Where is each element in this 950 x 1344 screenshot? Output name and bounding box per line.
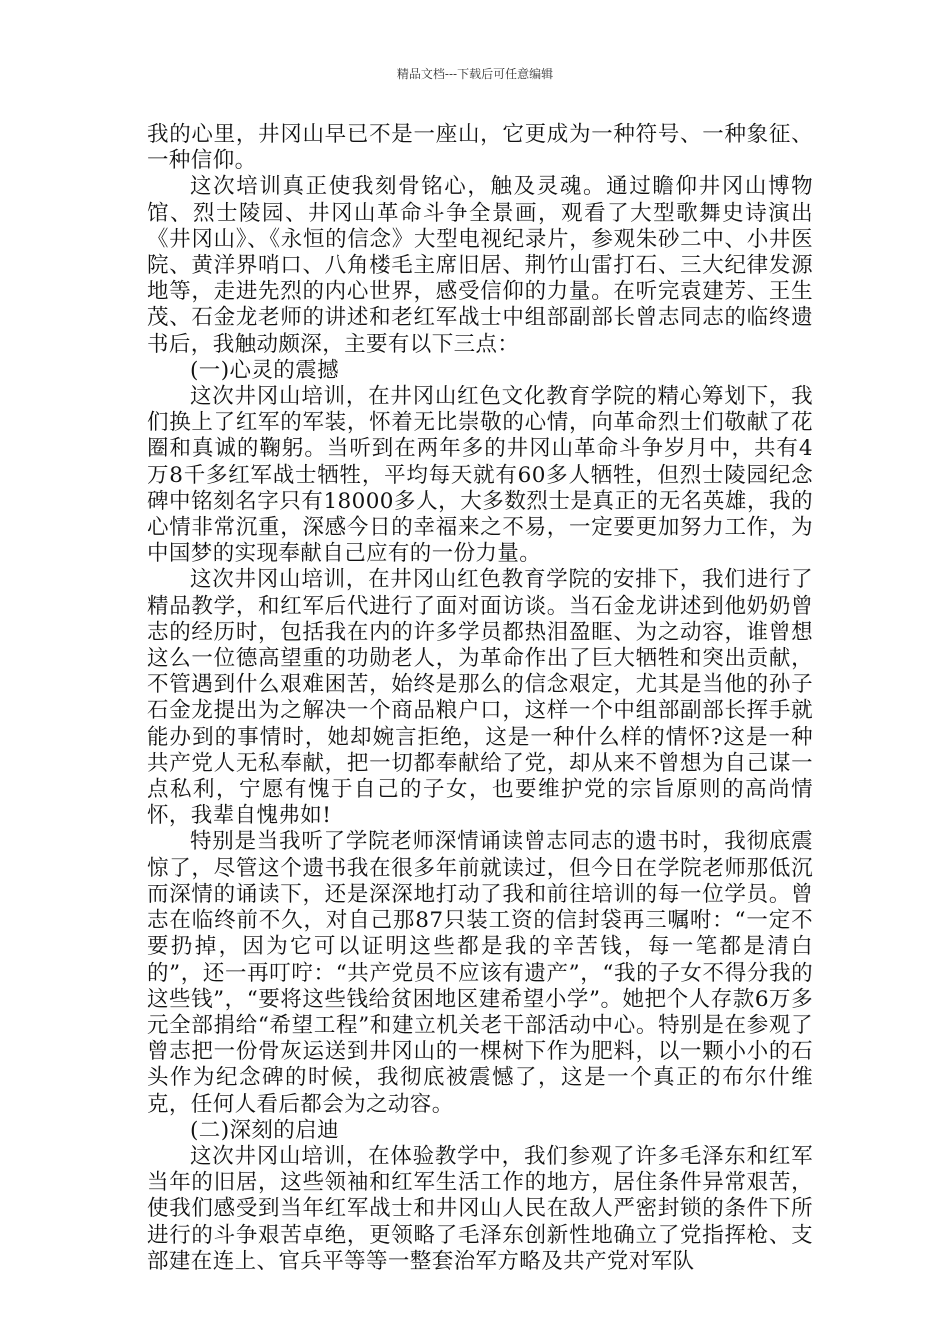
- page-header: 精品文档---下载后可任意编辑: [396, 67, 554, 81]
- document-body: [147, 122, 813, 1275]
- paragraph-former-residences: 这次井冈山培训，在体验教学中，我们参观了许多毛泽东和红军当年的旧居，这些领袖和红军生活工作的地方，居住条件异常艰苦，使我们感受到当年红军战士和井冈山人民在敌人严密封锁的条件下所进行的斗争艰苦卓绝，更领略了毛泽东创新性地确立了党指挥枪、支部建在连上、官兵平等等一整套治军方略及共产党对军队: [147, 1143, 813, 1274]
- paragraph-interview: 这次井冈山培训，在井冈山红色教育学院的安排下，我们进行了精品教学，和红军后代进行了面对面访谈。当石金龙讲述到他奶奶曾志的经历时，包括我在内的许多学员都热泪盈眶、为之动容，谁曾想这么一位德高望重的功勋老人，为革命作出了巨大牺牲和突出贡献，不管遇到什么艰难困苦，始终是那么的信念艰定，尤其是当他的孙子石金龙提出为之解决一个商品粮户口，这样一个中组部副部长挥手就能办到的事情时，她却婉言拒绝，这是一种什么样的情怀?这是一种共产党人无私奉献，把一切都奉献给了党，却从来不曾想为自己谋一点私利，宁愿有愧于自己的子女，也要维护党的宗旨原则的高尚情怀，我辈自愧弗如!: [147, 567, 813, 829]
- paragraph-red-army-uniform: 这次井冈山培训，在井冈山红色文化教育学院的精心筹划下，我们换上了红军的军装，怀着无比崇敬的心情，向革命烈士们敬献了花圈和真诚的鞠躬。当听到在两年多的井冈山革命斗争岁月中，共有4万8千多红军战士牺牲，平均每天就有60多人牺牲，但烈士陵园纪念碑中铭刻名字只有18000多人，大多数烈士是真正的无名英雄，我的心情非常沉重，深感今日的幸福来之不易，一定要更加努力工作，为中国梦的实现奉献自己应有的一份力量。: [147, 384, 813, 567]
- paragraph-continuation: 我的心里，井冈山早已不是一座山，它更成为一种符号、一种象征、一种信仰。: [147, 122, 813, 174]
- section-heading-1: (一)心灵的震撼: [190, 357, 339, 383]
- section-heading-2: (二)深刻的启迪: [190, 1117, 339, 1143]
- paragraph-training-overview: 这次培训真正使我刻骨铭心，触及灵魂。通过瞻仰井冈山博物馆、烈士陵园、井冈山革命斗争全景画，观看了大型歌舞史诗演出《井冈山》、《永恒的信念》大型电视纪录片，参观朱砂二中、小井医院、黄洋界哨口、八角楼毛主席旧居、荆竹山雷打石、三大纪律发源地等，走进先烈的内心世界，感受信仰的力量。在听完袁建芳、王生茂、石金龙老师的讲述和老红军战士中组部副部长曾志同志的临终遗书后，我触动颇深，主要有以下三点：: [147, 174, 813, 357]
- paragraph-testament: 特别是当我听了学院老师深情诵读曾志同志的遗书时，我彻底震惊了，尽管这个遗书我在很多年前就读过，但今日在学院老师那低沉而深情的诵读下，还是深深地打动了我和前往培训的每一位学员。曾志在临终前不久，对自己那87只装工资的信封袋再三嘱咐：“一定不要扔掉，因为它可以证明这些都是我的辛苦钱，每一笔都是清白的”，还一再叮咛：“共产党员不应该有遗产”，“我的子女不得分我的这些钱”，“要将这些钱给贫困地区建希望小学”。她把个人存款6万多元全部捐给“希望工程”和建立机关老干部活动中心。特别是在参观了曾志把一份骨灰运送到井冈山的一棵树下作为肥料，以一颗小小的石头作为纪念碑的时候，我彻底被震憾了，这是一个真正的布尔什维克，任何人看后都会为之动容。: [147, 829, 813, 1117]
